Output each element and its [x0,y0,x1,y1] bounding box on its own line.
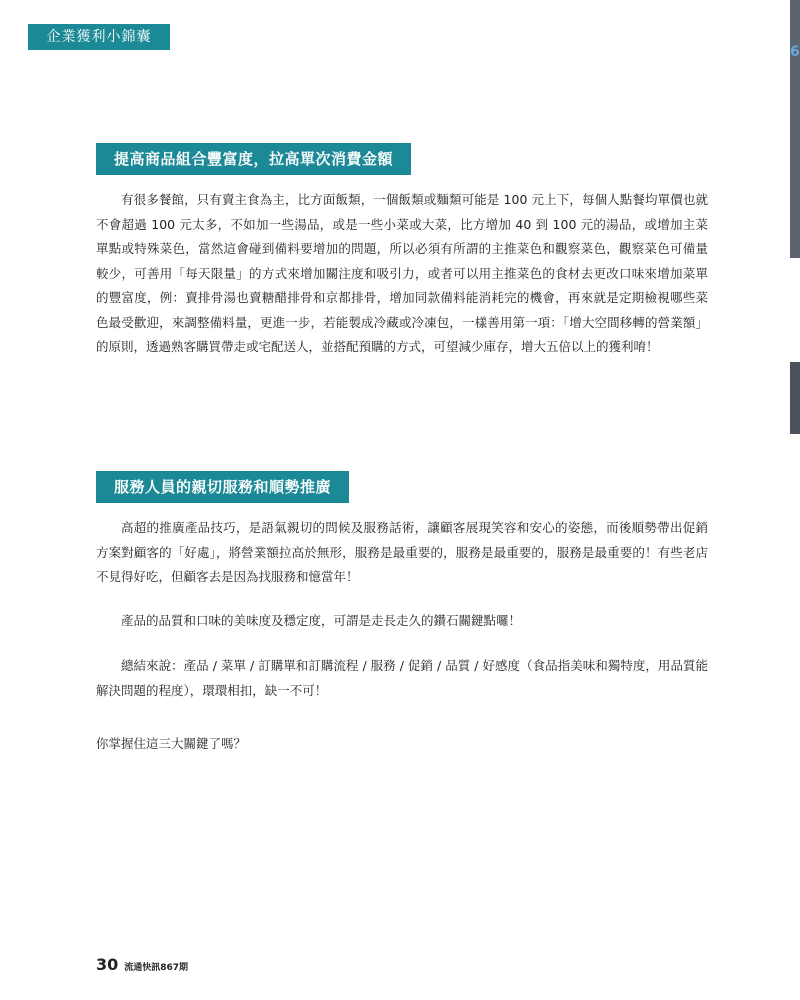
paragraph-quality: 產品的品質和口味的美味度及穩定度，可謂是走長走久的鑽石關鍵點囉！ [121,613,522,628]
heading-service: 服務人員的親切服務和順勢推廣 [96,471,349,503]
page-number: 30 [96,955,119,974]
publication-issue: 流通快訊867期 [124,963,189,973]
side-photo-strip-middle [790,362,800,434]
paragraph-question: 你掌握住這三大關鍵了嗎？ [96,736,247,751]
section-tag: 企業獲利小錦囊 [28,24,170,50]
paragraph-product-mix: 有很多餐館，只有賣主食為主，比方面飯類，一個飯類或麵類可能是 100 元上下，每個人點餐均單價也就不會超過 100 元太多，不如加一些湯品，或是一些小菜或大菜，比方增加 40 到 100 元的湯品，或增加主菜單點或特殊菜色，當然這會碰到備料要增加的問題，所以必須有所謂的主推菜色和觀察菜色，觀察菜色可備量較少，可善用「每天限量」的方式來增加關注度和吸引力，或者可以用主推菜色的食材去更改口味來增加菜單的豐富度，例：賣排骨湯也賣糖醋排骨和京都排骨，增加同款備料能消耗完的機會，再來就是定期檢視哪些菜色最受歡迎，來調整備料量，更進一步，若能製成冷藏或冷凍包，一樣善用第一項：「增大空間移轉的營業額」的原則，透過熟客購買帶走或宅配送人，並搭配預購的方式，可望減少庫存，增大五倍以上的獲利唷！ [96,192,708,354]
page-footer [96,955,188,974]
heading-product-mix: 提高商品組合豐富度，拉高單次消費金額 [96,143,411,175]
side-photo-strip-top [790,0,800,258]
paragraph-service: 高超的推廣產品技巧，是語氣親切的問候及服務話術，讓顧客展現笑容和安心的姿態，而後順勢帶出促銷方案對顧客的「好處」，將營業額拉高於無形，服務是最重要的，服務是最重要的，服務是最重要的！有些老店不見得好吃，但顧客去是因為找服務和憶當年！ [96,520,708,584]
side-photo-glyph: 6 [790,44,800,60]
paragraph-summary: 總結來說：產品 / 菜單 / 訂購單和訂購流程 / 服務 / 促銷 / 品質 / 好感度（食品指美味和獨特度，用品質能解決問題的程度），環環相扣，缺一不可！ [96,658,708,698]
